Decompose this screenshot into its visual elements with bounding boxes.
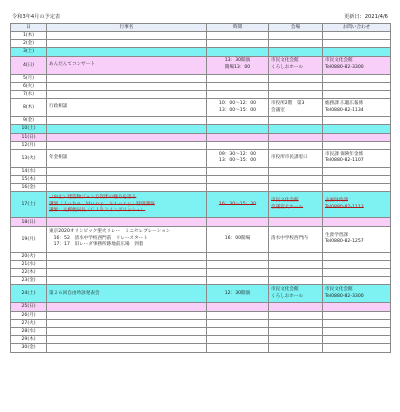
event-cell bbox=[47, 99, 207, 117]
schedule-sheet bbox=[10, 12, 390, 353]
time-cell-line: 13：30開演 bbox=[224, 58, 251, 64]
day-cell: 28(水) bbox=[11, 327, 47, 335]
day-cell: 29(木) bbox=[11, 336, 47, 344]
event-cell bbox=[47, 226, 207, 252]
contact-cell-line: Tel0880-82-1107 bbox=[325, 158, 364, 164]
venue-cell bbox=[269, 327, 323, 335]
event-cell bbox=[47, 48, 207, 56]
contact-cell bbox=[323, 176, 391, 184]
day-cell: 24(土) bbox=[11, 285, 47, 303]
day-cell: 2(金) bbox=[11, 40, 47, 48]
time-cell-line: 13：00～15：00 bbox=[218, 107, 257, 113]
venue-cell bbox=[269, 218, 323, 226]
event-cell bbox=[47, 311, 207, 319]
table-header-row bbox=[11, 24, 391, 32]
page-title: 令和3年4月の予定表 bbox=[12, 14, 61, 20]
day-cell: 21(水) bbox=[11, 260, 47, 268]
event-cell bbox=[47, 141, 207, 149]
event-cell bbox=[47, 32, 207, 40]
event-cell bbox=[47, 40, 207, 48]
contact-cell bbox=[323, 149, 391, 167]
table-row bbox=[11, 344, 391, 352]
contact-cell bbox=[323, 99, 391, 117]
day-cell: 23(金) bbox=[11, 277, 47, 285]
event-cell-line: 第２６回自由吟詠発表会 bbox=[49, 290, 100, 296]
time-cell bbox=[207, 82, 269, 90]
venue-cell bbox=[269, 48, 323, 56]
contact-cell bbox=[323, 260, 391, 268]
day-cell: 9(金) bbox=[11, 117, 47, 125]
contact-cell bbox=[323, 184, 391, 192]
venue-cell bbox=[269, 141, 323, 149]
event-cell-line: 17：17 旧レーダ事務所跡地前広場 到着 bbox=[49, 242, 144, 248]
table-row bbox=[11, 133, 391, 141]
table-row bbox=[11, 56, 391, 74]
contact-cell bbox=[323, 141, 391, 149]
venue-cell-line: 市民文化会館 bbox=[271, 287, 299, 293]
day-cell: 11(日) bbox=[11, 133, 47, 141]
contact-cell-line: 市民課 保険年金係 bbox=[325, 151, 364, 157]
event-cell-line: 東京2020オリンピック聖火リレー ミニセレブレーション bbox=[49, 229, 171, 235]
venue-cell-line: くろしおホール bbox=[271, 293, 304, 299]
venue-cell-line: 会議室大ホール bbox=[271, 204, 304, 210]
event-cell bbox=[47, 90, 207, 98]
table-row bbox=[11, 327, 391, 335]
day-cell: 26(月) bbox=[11, 311, 47, 319]
day-cell: 25(日) bbox=[11, 303, 47, 311]
venue-cell-line: くろしおホール bbox=[271, 65, 304, 71]
table-row bbox=[11, 336, 391, 344]
column-header-event: 行事名 bbox=[47, 24, 207, 32]
event-cell-line: 講演「Ｊｏｈｎ Ｍｕｎｙ Ｓｔｏｒｙ」特別講演 bbox=[49, 201, 155, 207]
time-cell-line: 開場13：00 bbox=[224, 65, 251, 71]
event-cell bbox=[47, 269, 207, 277]
time-cell bbox=[207, 303, 269, 311]
event-cell bbox=[47, 319, 207, 327]
table-row bbox=[11, 218, 391, 226]
schedule-table bbox=[10, 23, 391, 353]
day-cell: 5(月) bbox=[11, 74, 47, 82]
contact-cell-line: 生涯学習課 bbox=[325, 232, 348, 238]
contact-cell bbox=[323, 218, 391, 226]
contact-cell-line: 市民文化会館 bbox=[325, 58, 353, 64]
venue-cell bbox=[269, 82, 323, 90]
time-cell bbox=[207, 218, 269, 226]
venue-cell bbox=[269, 99, 323, 117]
time-cell bbox=[207, 176, 269, 184]
contact-cell bbox=[323, 133, 391, 141]
contact-cell bbox=[323, 327, 391, 335]
time-cell bbox=[207, 40, 269, 48]
event-cell bbox=[47, 252, 207, 260]
contact-cell bbox=[323, 277, 391, 285]
table-row bbox=[11, 99, 391, 117]
updated-date: 更新日：2021/4/6 bbox=[343, 14, 388, 20]
contact-cell bbox=[323, 117, 391, 125]
contact-cell bbox=[323, 192, 391, 218]
sheet-header bbox=[10, 12, 390, 23]
time-cell bbox=[207, 99, 269, 117]
day-cell: 16(金) bbox=[11, 184, 47, 192]
event-cell-line: 16：52 清水中学校西門前 リレースタート bbox=[49, 235, 148, 241]
day-cell: 20(火) bbox=[11, 252, 47, 260]
time-cell-line: 10：00～12：00 bbox=[218, 101, 257, 107]
day-cell: 27(火) bbox=[11, 319, 47, 327]
event-cell bbox=[47, 56, 207, 74]
event-cell bbox=[47, 285, 207, 303]
day-cell: 17(土) bbox=[11, 192, 47, 218]
venue-cell bbox=[269, 90, 323, 98]
time-cell bbox=[207, 277, 269, 285]
venue-cell bbox=[269, 192, 323, 218]
event-cell bbox=[47, 192, 207, 218]
venue-cell-line: 清水中学校西門内 bbox=[271, 235, 308, 241]
contact-cell-line: Tel0880-82-1113 bbox=[325, 204, 364, 210]
contact-cell bbox=[323, 40, 391, 48]
schedule-body bbox=[11, 32, 391, 353]
venue-cell bbox=[269, 285, 323, 303]
table-row bbox=[11, 90, 391, 98]
event-cell bbox=[47, 260, 207, 268]
venue-cell bbox=[269, 125, 323, 133]
contact-cell bbox=[323, 56, 391, 74]
time-cell bbox=[207, 141, 269, 149]
table-row bbox=[11, 167, 391, 175]
time-cell bbox=[207, 327, 269, 335]
day-cell: 10(土) bbox=[11, 125, 47, 133]
venue-cell bbox=[269, 319, 323, 327]
contact-cell bbox=[323, 336, 391, 344]
day-cell: 14(水) bbox=[11, 167, 47, 175]
venue-cell bbox=[269, 149, 323, 167]
venue-cell-line: 市役所市民課窓口 bbox=[271, 155, 308, 161]
event-cell-line: （中止）建造物ジョン万次郎の魅力を語る bbox=[49, 195, 137, 201]
event-cell bbox=[47, 327, 207, 335]
table-row bbox=[11, 303, 391, 311]
contact-cell-line: 市民文化会館 bbox=[325, 287, 353, 293]
venue-cell bbox=[269, 344, 323, 352]
contact-cell bbox=[323, 252, 391, 260]
event-cell bbox=[47, 149, 207, 167]
contact-cell bbox=[323, 226, 391, 252]
event-cell bbox=[47, 117, 207, 125]
table-row bbox=[11, 260, 391, 268]
time-cell bbox=[207, 226, 269, 252]
table-row bbox=[11, 32, 391, 40]
column-header-contact: お問い合わせ bbox=[323, 24, 391, 32]
day-cell: 15(木) bbox=[11, 176, 47, 184]
table-row bbox=[11, 192, 391, 218]
event-cell bbox=[47, 344, 207, 352]
table-row bbox=[11, 82, 391, 90]
venue-cell bbox=[269, 311, 323, 319]
time-cell bbox=[207, 90, 269, 98]
venue-cell bbox=[269, 40, 323, 48]
time-cell-line: 16：30～15：30 bbox=[218, 201, 257, 207]
contact-cell bbox=[323, 285, 391, 303]
venue-cell-line: 市役所2階 第3 bbox=[271, 101, 305, 107]
event-cell-line: 行政相談 bbox=[49, 104, 68, 110]
venue-cell bbox=[269, 260, 323, 268]
time-cell bbox=[207, 184, 269, 192]
venue-cell bbox=[269, 277, 323, 285]
event-cell bbox=[47, 184, 207, 192]
venue-cell bbox=[269, 226, 323, 252]
contact-cell-line: Tel0880-82-1134 bbox=[325, 107, 364, 113]
contact-cell bbox=[323, 48, 391, 56]
day-cell: 18(日) bbox=[11, 218, 47, 226]
column-header-time: 時間 bbox=[207, 24, 269, 32]
venue-cell bbox=[269, 269, 323, 277]
time-cell bbox=[207, 192, 269, 218]
time-cell bbox=[207, 32, 269, 40]
day-cell: 7(水) bbox=[11, 90, 47, 98]
time-cell-line: 16：00開場 bbox=[224, 235, 251, 241]
table-row bbox=[11, 176, 391, 184]
table-row bbox=[11, 40, 391, 48]
table-row bbox=[11, 319, 391, 327]
time-cell bbox=[207, 269, 269, 277]
event-cell-line: 年金相談 bbox=[49, 155, 68, 161]
contact-cell bbox=[323, 90, 391, 98]
contact-cell bbox=[323, 344, 391, 352]
contact-cell-line: Tel0880-82-3300 bbox=[325, 65, 364, 71]
time-cell-line: 09：30～12：00 bbox=[218, 151, 257, 157]
event-cell bbox=[47, 277, 207, 285]
time-cell bbox=[207, 117, 269, 125]
contact-cell-line: 総務課 広聴広報係 bbox=[325, 101, 364, 107]
venue-cell bbox=[269, 176, 323, 184]
venue-cell bbox=[269, 184, 323, 192]
table-row bbox=[11, 184, 391, 192]
venue-cell-line: 会議室 bbox=[271, 107, 285, 113]
venue-cell bbox=[269, 56, 323, 74]
event-cell bbox=[47, 336, 207, 344]
venue-cell-line: 市民文化会館 bbox=[271, 58, 299, 64]
venue-cell bbox=[269, 252, 323, 260]
table-row bbox=[11, 149, 391, 167]
day-cell: 4(日) bbox=[11, 56, 47, 74]
day-cell: 12(月) bbox=[11, 141, 47, 149]
day-cell: 1(木) bbox=[11, 32, 47, 40]
day-cell: 8(木) bbox=[11, 99, 47, 117]
time-cell bbox=[207, 311, 269, 319]
table-row bbox=[11, 252, 391, 260]
day-cell: 19(月) bbox=[11, 226, 47, 252]
time-cell bbox=[207, 319, 269, 327]
time-cell-line: 13：00～15：00 bbox=[218, 158, 257, 164]
contact-cell bbox=[323, 269, 391, 277]
contact-cell bbox=[323, 303, 391, 311]
event-cell bbox=[47, 176, 207, 184]
venue-cell bbox=[269, 117, 323, 125]
time-cell bbox=[207, 133, 269, 141]
table-row bbox=[11, 74, 391, 82]
table-row bbox=[11, 141, 391, 149]
contact-cell-line: 企画財政課 bbox=[325, 198, 348, 204]
event-cell bbox=[47, 125, 207, 133]
contact-cell bbox=[323, 32, 391, 40]
day-cell: 22(木) bbox=[11, 269, 47, 277]
table-row bbox=[11, 48, 391, 56]
venue-cell bbox=[269, 303, 323, 311]
contact-cell bbox=[323, 167, 391, 175]
time-cell bbox=[207, 167, 269, 175]
column-header-day: 日 bbox=[11, 24, 47, 32]
contact-cell bbox=[323, 311, 391, 319]
contact-cell-line: Tel0880-82-1257 bbox=[325, 239, 364, 245]
time-cell bbox=[207, 74, 269, 82]
event-cell bbox=[47, 74, 207, 82]
day-cell: 6(火) bbox=[11, 82, 47, 90]
column-header-venue: 会場 bbox=[269, 24, 323, 32]
venue-cell-line: 市民文化会館 bbox=[271, 198, 299, 204]
day-cell: 30(金) bbox=[11, 344, 47, 352]
day-cell: 13(火) bbox=[11, 149, 47, 167]
contact-cell bbox=[323, 82, 391, 90]
event-cell-line: あんだんてコンサート bbox=[49, 61, 95, 67]
contact-cell bbox=[323, 319, 391, 327]
time-cell bbox=[207, 56, 269, 74]
time-cell bbox=[207, 149, 269, 167]
venue-cell bbox=[269, 167, 323, 175]
table-row bbox=[11, 117, 391, 125]
event-cell-line: 講師：元郵便局長（ＣＩＲ２イングリッシュ） bbox=[49, 208, 146, 214]
time-cell bbox=[207, 344, 269, 352]
time-cell bbox=[207, 260, 269, 268]
table-row bbox=[11, 269, 391, 277]
table-row bbox=[11, 285, 391, 303]
time-cell bbox=[207, 48, 269, 56]
contact-cell bbox=[323, 125, 391, 133]
time-cell bbox=[207, 125, 269, 133]
time-cell bbox=[207, 285, 269, 303]
event-cell bbox=[47, 303, 207, 311]
time-cell-line: 12：30開演 bbox=[224, 290, 251, 296]
table-row bbox=[11, 125, 391, 133]
event-cell bbox=[47, 133, 207, 141]
table-row bbox=[11, 226, 391, 252]
venue-cell bbox=[269, 336, 323, 344]
venue-cell bbox=[269, 133, 323, 141]
table-row bbox=[11, 311, 391, 319]
contact-cell-line: Tel0880-82-3300 bbox=[325, 293, 364, 299]
table-row bbox=[11, 277, 391, 285]
day-cell: 3(土) bbox=[11, 48, 47, 56]
event-cell bbox=[47, 218, 207, 226]
time-cell bbox=[207, 336, 269, 344]
event-cell bbox=[47, 82, 207, 90]
contact-cell bbox=[323, 74, 391, 82]
time-cell bbox=[207, 252, 269, 260]
venue-cell bbox=[269, 74, 323, 82]
event-cell bbox=[47, 167, 207, 175]
venue-cell bbox=[269, 32, 323, 40]
